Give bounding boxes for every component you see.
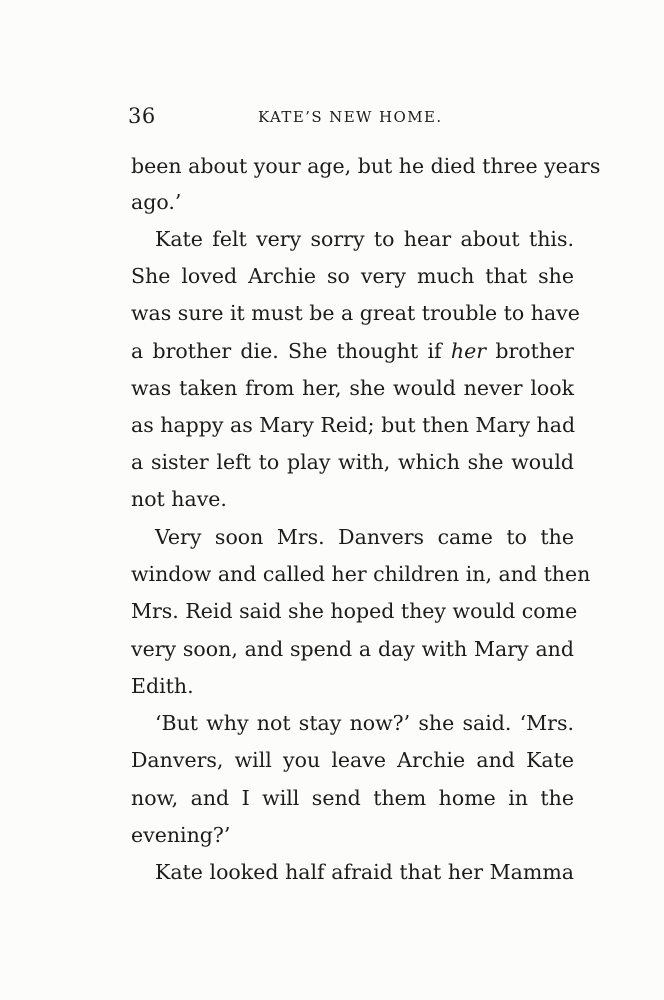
text-line: Kate looked half afraid that her Mamma	[155, 860, 574, 884]
text-fragment: a brother die. She thought if	[131, 339, 442, 363]
page-number: 36	[128, 104, 156, 128]
text-line	[131, 338, 574, 364]
text-line: been about your age, but he died three years	[131, 154, 601, 178]
text-line: evening?’	[131, 823, 231, 847]
text-line: as happy as Mary Reid; but then Mary had	[131, 413, 576, 437]
text-line: now, and I will send them home in the	[131, 786, 574, 810]
text-fragment: brother	[495, 339, 574, 363]
text-line: Very soon Mrs. Danvers came to the	[155, 525, 574, 549]
text-line: She loved Archie so very much that she	[131, 264, 574, 288]
text-line: not have.	[131, 487, 227, 511]
text-line: was sure it must be a great trouble to have	[131, 301, 580, 325]
text-line: Kate felt very sorry to hear about this.	[155, 227, 574, 251]
text-line: Mrs. Reid said she hoped they would come	[131, 599, 578, 623]
text-line: a sister left to play with, which she would	[131, 450, 574, 474]
text-line: Danvers, will you leave Archie and Kate	[131, 748, 574, 772]
text-line: ‘But why not stay now?’ she said. ‘Mrs.	[155, 711, 574, 735]
text-line: very soon, and spend a day with Mary and	[131, 637, 574, 661]
text-line: Edith.	[131, 674, 194, 698]
italic-word: her	[450, 339, 487, 363]
running-title: KATE’S NEW HOME.	[258, 108, 443, 126]
text-line: ago.’	[131, 190, 182, 214]
text-line: was taken from her, she would never look	[131, 376, 574, 400]
text-line: window and called her children in, and then	[131, 562, 591, 586]
